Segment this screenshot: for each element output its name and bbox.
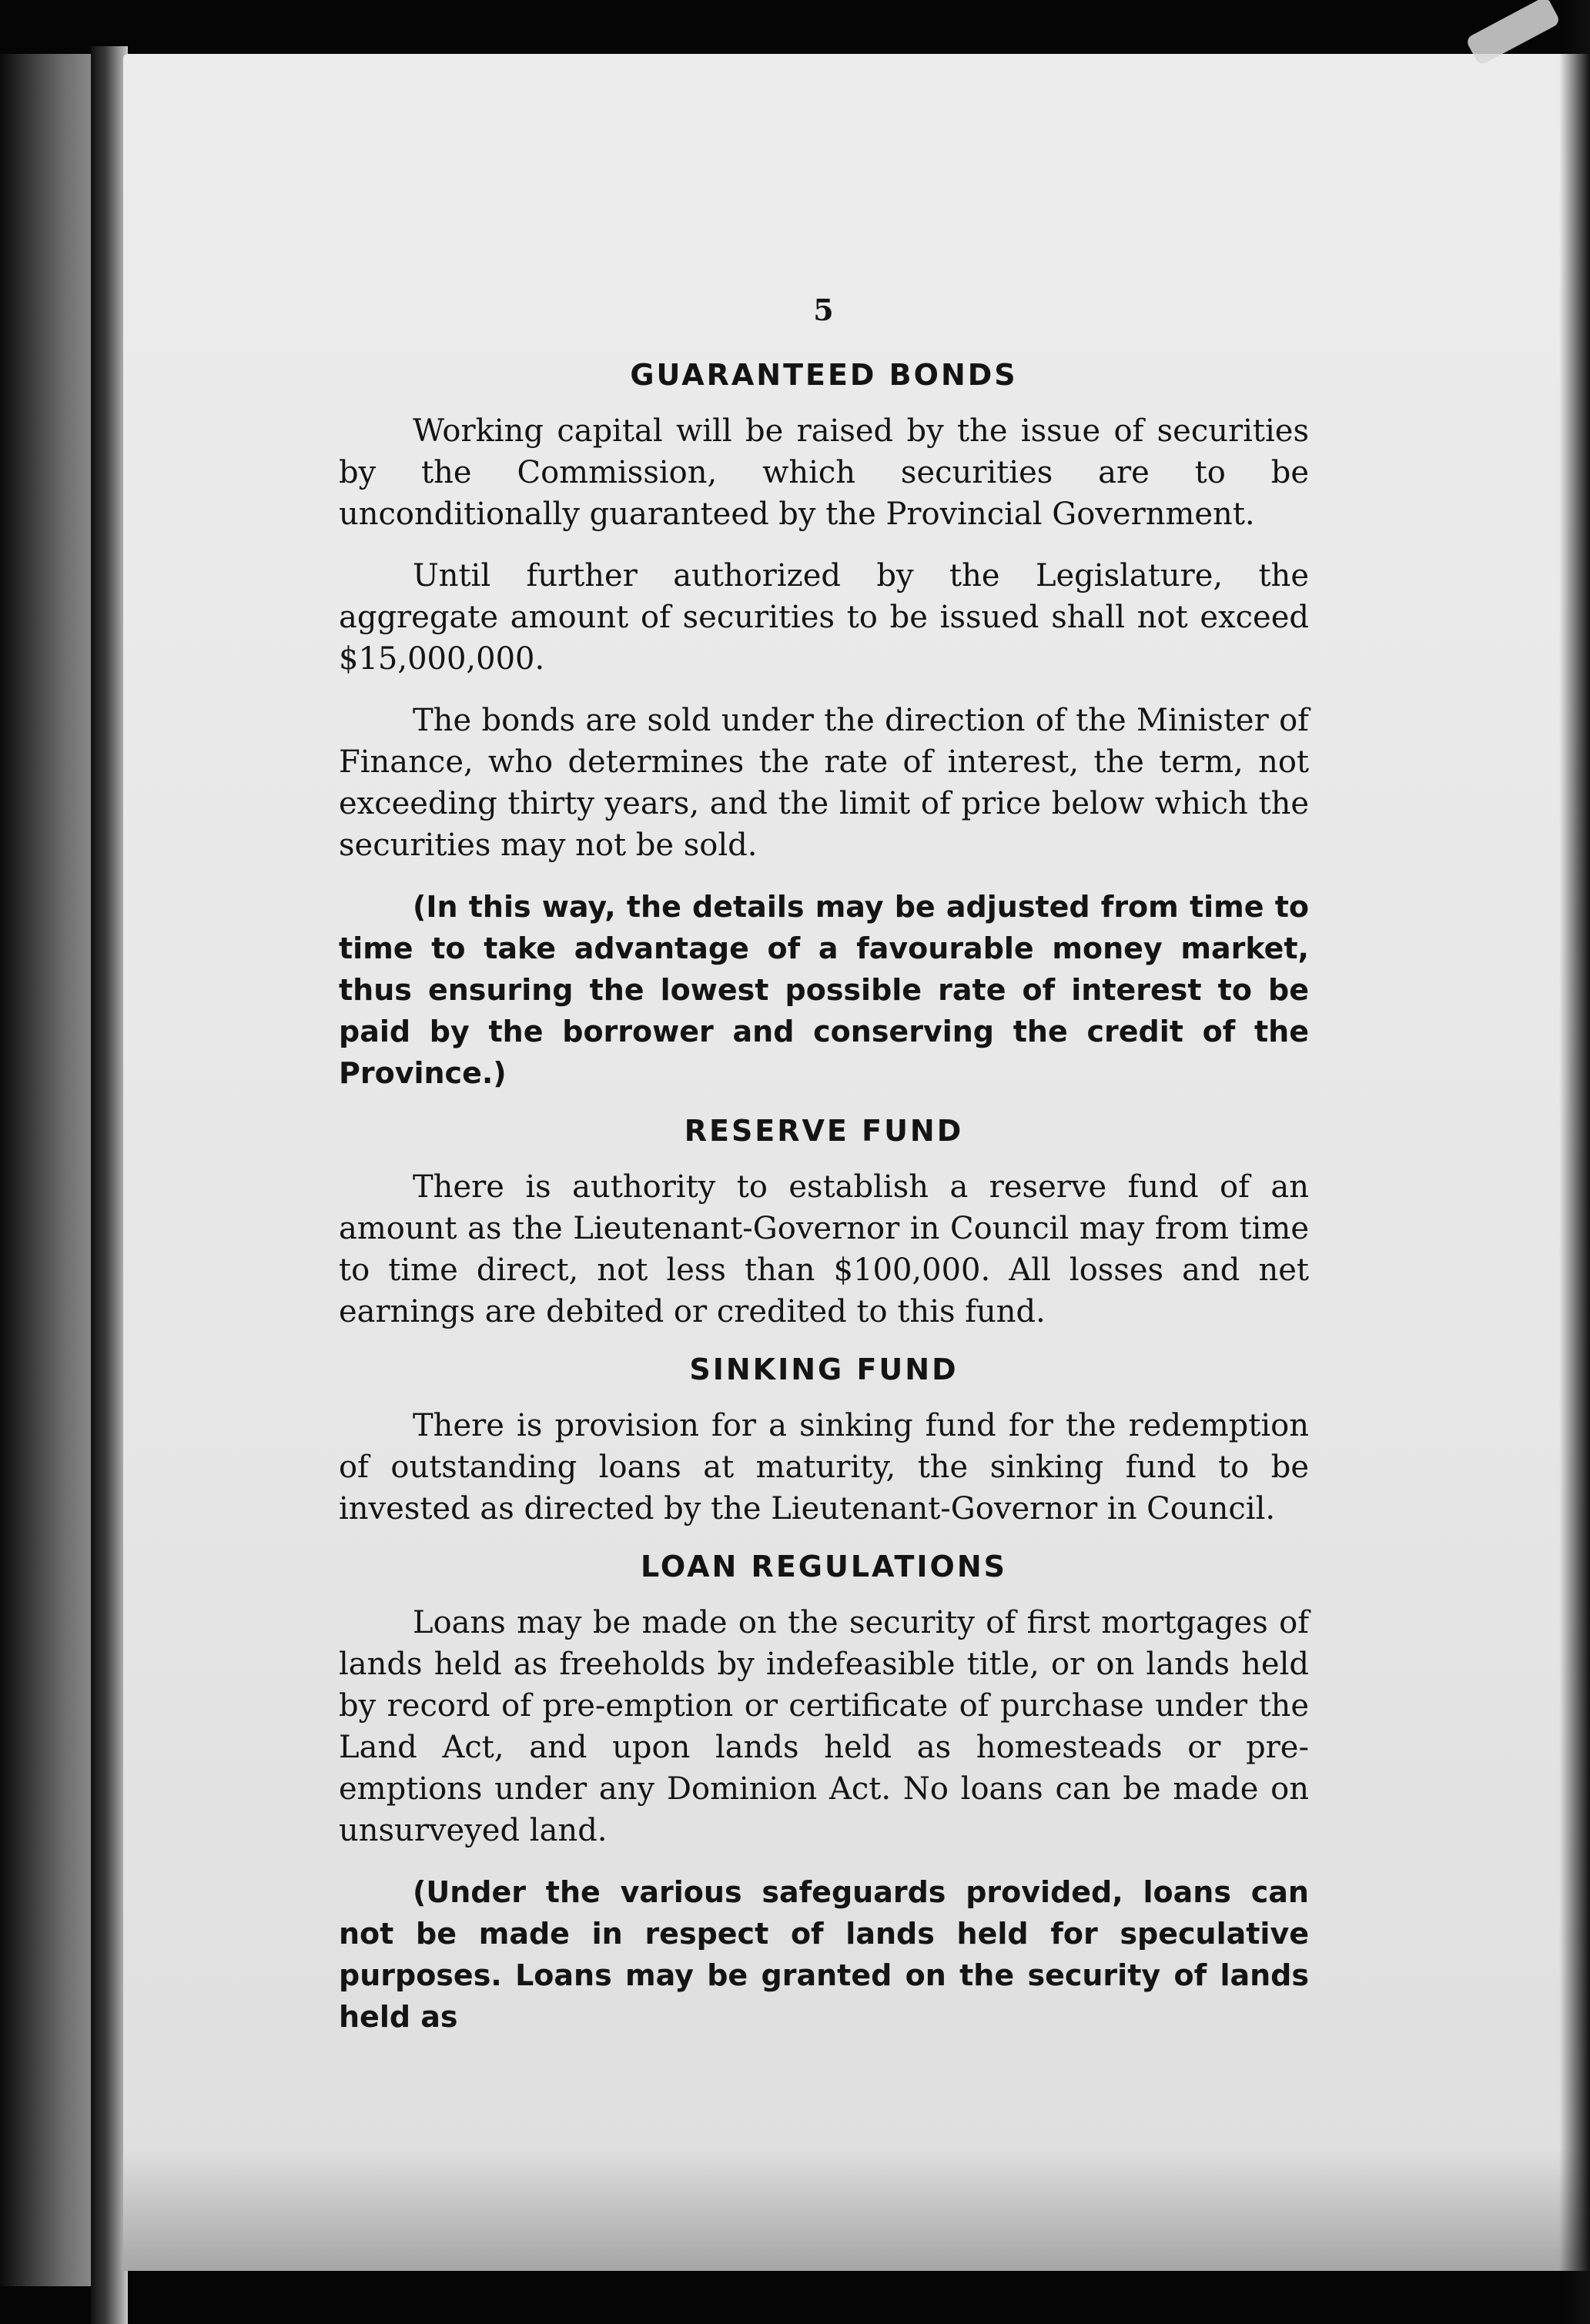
bold-paragraph: (Under the various safeguards provided, loans can not be made in respect of lands held for speculative purposes. Loans may be granted on the security of lands held as [339,1875,1309,2034]
paragraph: There is authority to establish a reserve fund of an amount as the Lieutenant-Governor in Council may from time to time direct, not less than $100,000. All losses and net earnings are debited or credited to this fund. [339,1169,1309,1329]
page-text [339,293,1309,2058]
paragraph: The bonds are sold under the direction of the Minister of Finance, who determines the rate of interest, the term, not exceeding thirty years, and the limit of price below which the securities may not be sold. [339,703,1309,863]
heading-reserve-fund: RESERVE FUND [684,1114,964,1148]
page-number: 5 [813,293,835,327]
paragraph: Loans may be made on the security of first mortgages of lands held as freeholds by indefeasible title, or on lands held by record of pre-emption or certificate of purchase under the Land Act, and upon lands held as homesteads or pre-emptions under any Dominion Act. No loans can be made on unsurveyed land. [339,1605,1309,1848]
heading-sinking-fund: SINKING FUND [689,1353,959,1386]
bold-paragraph: (In this way, the details may be adjusted from time to time to take advantage of a favourable money market, thus ensuring the lowest possible rate of interest to be paid by the borrower and conserving the credit of the Province.) [339,890,1309,1090]
paragraph: Working capital will be raised by the issue of securities by the Commission, which securities are to be unconditionally guaranteed by the Provincial Government. [339,413,1309,532]
heading-guaranteed-bonds: GUARANTEED BONDS [630,358,1018,392]
paragraph: Until further authorized by the Legislature, the aggregate amount of securities to be issued shall not exceed $15,000,000. [339,558,1309,677]
book-gutter [91,46,128,2324]
left-page-edge [0,54,92,2286]
right-page-edge [1559,0,1590,2324]
heading-loan-regulations: LOAN REGULATIONS [640,1550,1008,1583]
paragraph: There is provision for a sinking fund for the redemption of outstanding loans at maturity, the sinking fund to be invested as directed by the Lieutenant-Governor in Council. [339,1408,1309,1526]
